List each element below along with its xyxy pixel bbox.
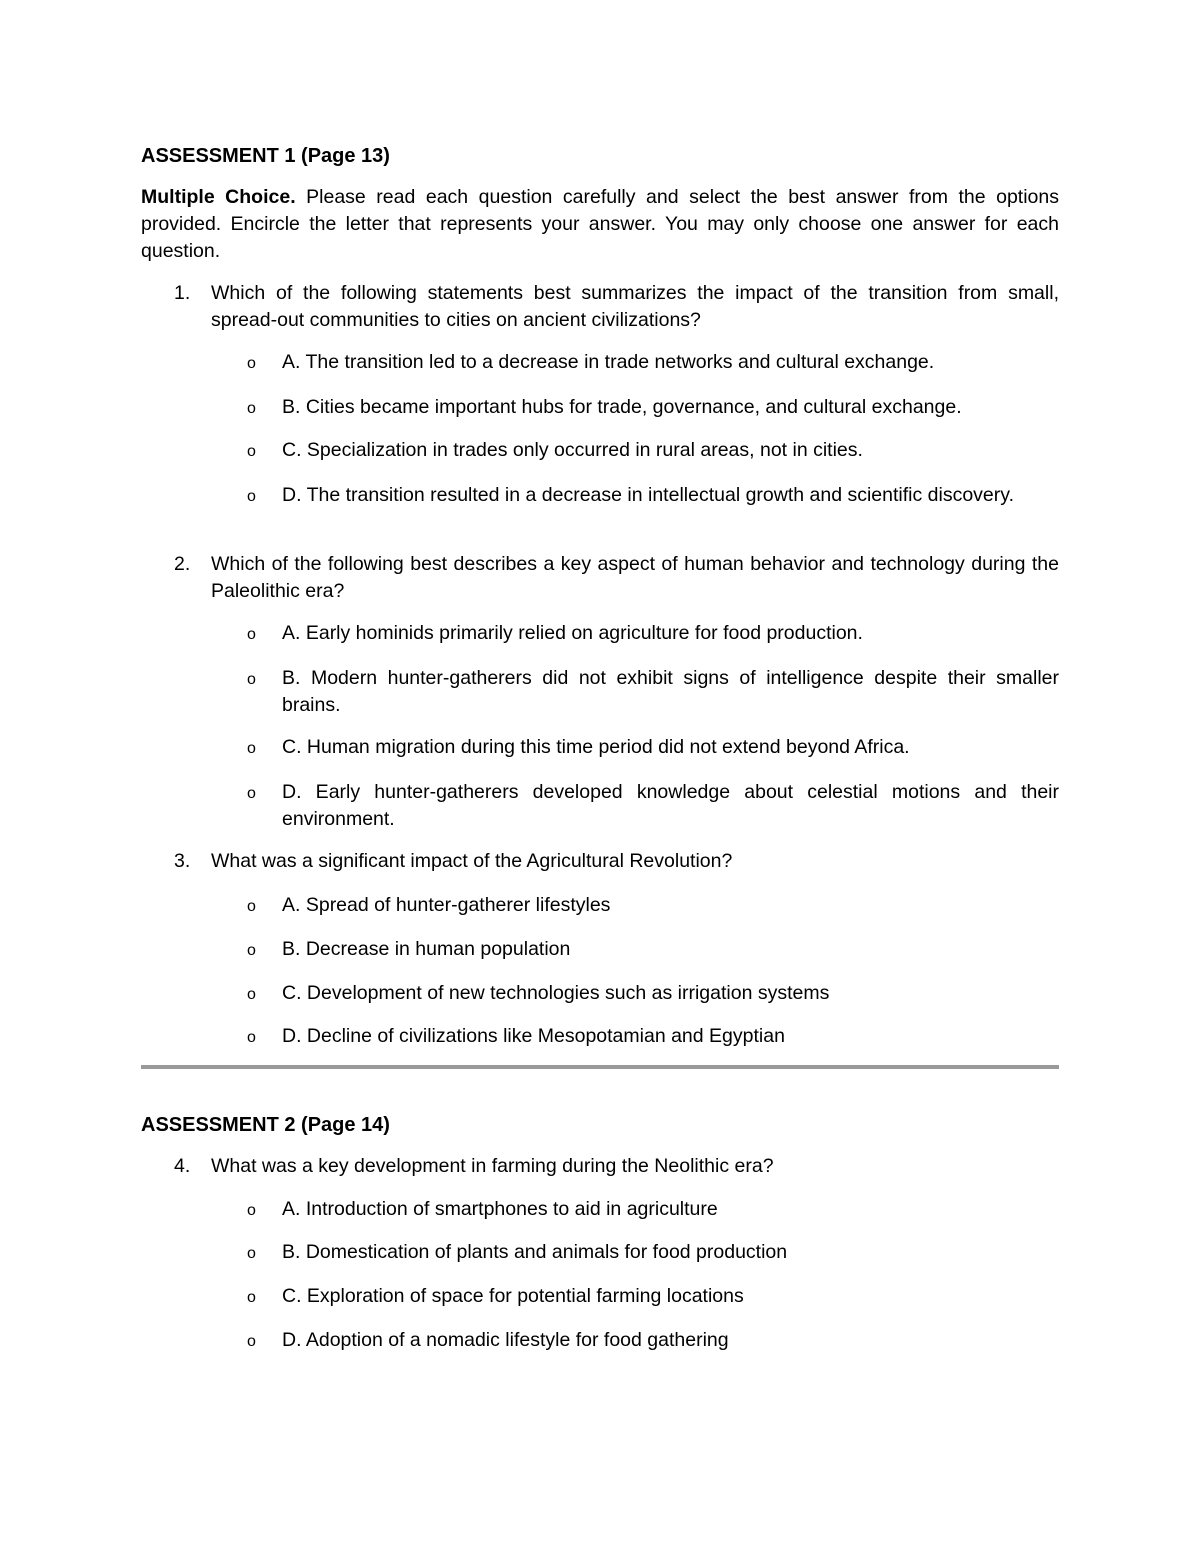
option-3c[interactable] <box>247 980 1059 1007</box>
question-number: 2. <box>174 553 191 575</box>
option-text: A. Early hominids primarily relied on agriculture for food production. <box>282 622 863 644</box>
option-3d[interactable] <box>247 1023 1059 1050</box>
option-text: A. The transition led to a decrease in trade networks and cultural exchange. <box>282 351 935 373</box>
option-text: C. Specialization in trades only occurred in rural areas, not in cities. <box>282 439 863 461</box>
bullet-icon: o <box>247 355 256 372</box>
option-text: C. Development of new technologies such as irrigation systems <box>282 982 830 1004</box>
option-text: A. Introduction of smartphones to aid in agriculture <box>282 1198 718 1220</box>
option-2d[interactable] <box>247 779 1059 833</box>
bullet-icon: o <box>247 1333 256 1350</box>
assessment-1-heading: ASSESSMENT 1 (Page 13) <box>141 145 390 167</box>
option-4d[interactable] <box>247 1327 1059 1354</box>
bullet-icon: o <box>247 443 256 460</box>
bullet-icon: o <box>247 740 256 757</box>
bullet-icon: o <box>247 986 256 1003</box>
bullet-icon: o <box>247 488 256 505</box>
option-text: B. Cities became important hubs for trade, governance, and cultural exchange. <box>282 396 962 418</box>
bullet-icon: o <box>247 1202 256 1219</box>
bullet-icon: o <box>247 1289 256 1306</box>
option-1a[interactable] <box>247 349 1059 376</box>
question-1 <box>174 280 1059 334</box>
question-text: What was a key development in farming during the Neolithic era? <box>211 1155 774 1177</box>
option-2a[interactable] <box>247 620 1059 647</box>
option-text: B. Domestication of plants and animals for food production <box>282 1241 788 1263</box>
option-3a[interactable] <box>247 892 1059 919</box>
option-text: B. Decrease in human population <box>282 938 571 960</box>
instructions-label: Multiple Choice. <box>141 186 296 208</box>
assessment-2-heading: ASSESSMENT 2 (Page 14) <box>141 1114 390 1136</box>
bullet-icon: o <box>247 1245 256 1262</box>
question-text: Which of the following statements best summarizes the impact of the transition from small, spread-out communities to cities on ancient civilizations? <box>211 282 1059 331</box>
option-2c[interactable] <box>247 734 1059 761</box>
question-text: What was a significant impact of the Agricultural Revolution? <box>211 850 733 872</box>
bullet-icon: o <box>247 1029 256 1046</box>
option-text: B. Modern hunter-gatherers did not exhibit signs of intelligence despite their smaller brains. <box>282 667 1059 716</box>
option-4c[interactable] <box>247 1283 1059 1310</box>
question-2 <box>174 551 1059 605</box>
option-2b[interactable] <box>247 665 1059 719</box>
option-text: D. The transition resulted in a decrease in intellectual growth and scientific discovery. <box>282 484 1014 506</box>
option-1d[interactable] <box>247 482 1059 509</box>
option-1c[interactable] <box>247 437 1059 464</box>
question-4 <box>174 1153 1059 1180</box>
option-text: D. Decline of civilizations like Mesopotamian and Egyptian <box>282 1025 785 1047</box>
question-number: 4. <box>174 1155 191 1177</box>
bullet-icon: o <box>247 942 256 959</box>
question-text: Which of the following best describes a key aspect of human behavior and technology during the Paleolithic era? <box>211 553 1059 602</box>
option-text: A. Spread of hunter-gatherer lifestyles <box>282 894 611 916</box>
question-3 <box>174 848 1059 875</box>
option-3b[interactable] <box>247 936 1059 963</box>
bullet-icon: o <box>247 898 256 915</box>
option-text: C. Exploration of space for potential farming locations <box>282 1285 744 1307</box>
option-text: D. Early hunter-gatherers developed knowledge about celestial motions and their environment. <box>282 781 1059 830</box>
bullet-icon: o <box>247 671 256 688</box>
option-text: D. Adoption of a nomadic lifestyle for food gathering <box>282 1329 729 1351</box>
option-4b[interactable] <box>247 1239 1059 1266</box>
option-1b[interactable] <box>247 394 1059 421</box>
section-divider <box>141 1065 1059 1069</box>
option-text: C. Human migration during this time period did not extend beyond Africa. <box>282 736 910 758</box>
bullet-icon: o <box>247 400 256 417</box>
instructions-paragraph <box>141 184 1059 265</box>
question-number: 1. <box>174 282 191 304</box>
question-number: 3. <box>174 850 191 872</box>
bullet-icon: o <box>247 626 256 643</box>
bullet-icon: o <box>247 785 256 802</box>
option-4a[interactable] <box>247 1196 1059 1223</box>
instructions-text: Please read each question carefully and select the best answer from the options provided. Encircle the letter that represents your answer. You may only choose one answer for each question. <box>141 186 1059 262</box>
